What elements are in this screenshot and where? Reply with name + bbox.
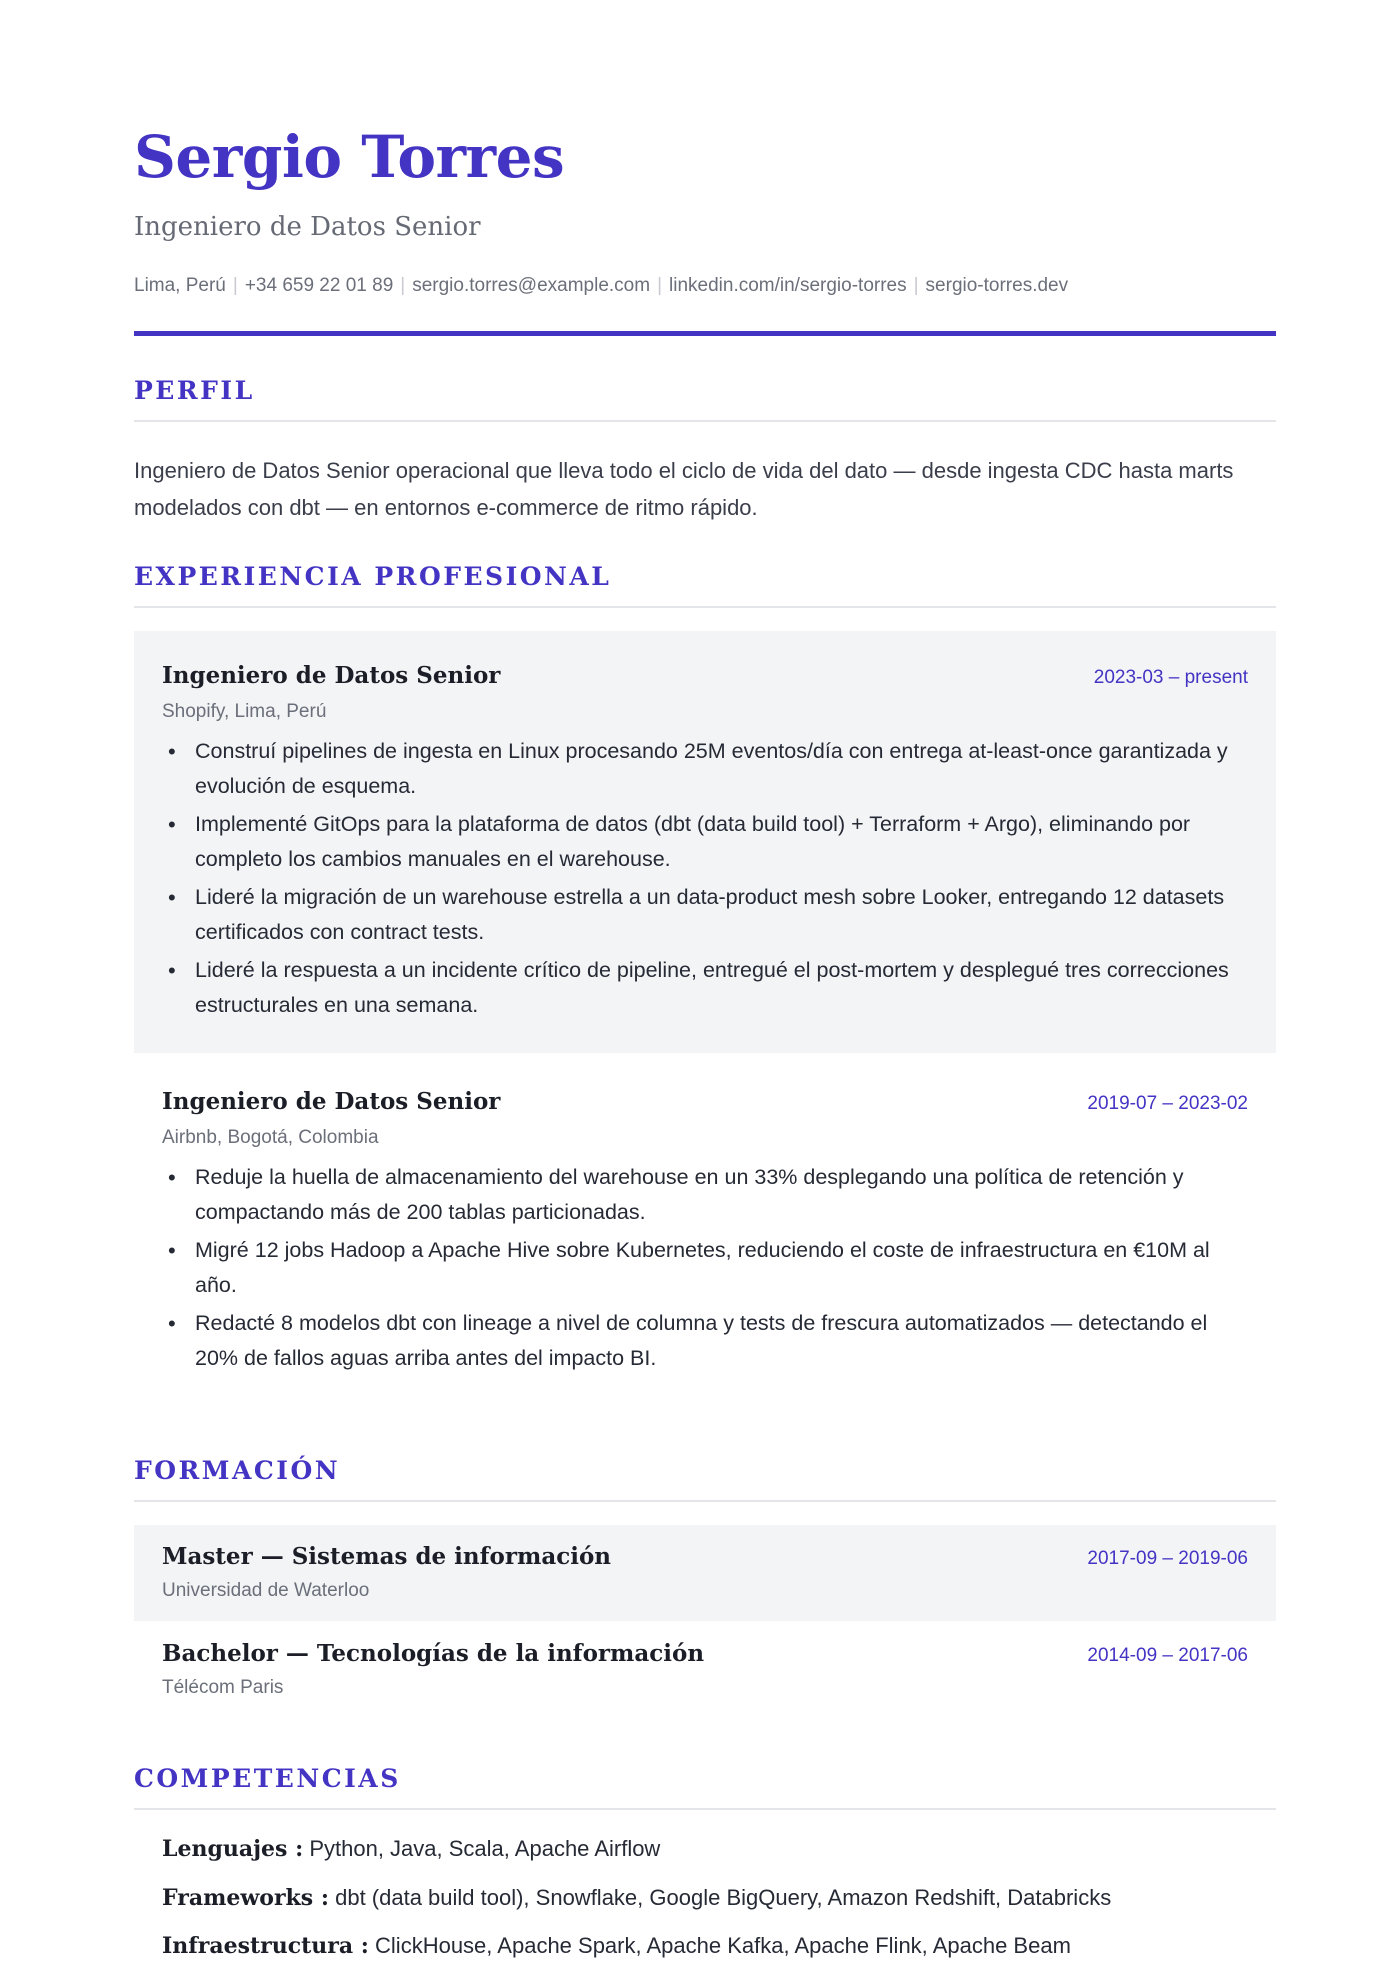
job-company: Shopify, Lima, Perú [162,701,327,722]
contact-website[interactable]: sergio-torres.dev [925,275,1069,296]
job-role: Ingeniero de Datos Senior [162,1088,501,1115]
education-school: Télécom Paris [162,1677,284,1698]
section-divider [134,420,1276,422]
skill-values: Python, Java, Scala, Apache Airflow [309,1836,661,1861]
education-school: Universidad de Waterloo [162,1580,370,1601]
section-heading-education: FORMACIÓN [134,1456,341,1485]
skill-values: dbt (data build tool), Snowflake, Google BigQuery, Amazon Redshift, Databricks [335,1885,1112,1910]
contact-location: Lima, Perú [134,275,226,296]
contact-separator: | [913,275,919,296]
contact-separator: | [657,275,663,296]
section-divider [134,606,1276,608]
skill-row-languages [162,1838,660,1860]
education-dates: 2017-09 – 2019-06 [1087,1548,1248,1569]
job-role: Ingeniero de Datos Senior [162,662,501,689]
skill-row-frameworks [162,1887,1111,1909]
education-entry [134,1621,1276,1717]
achievement-item: • Lideré la respuesta a un incidente crítico de pipeline, entregué el post-mortem y desplegué tres correcciones estructurales en una semana. [162,953,1248,1023]
contact-email[interactable]: sergio.torres@example.com [412,275,651,296]
education-entry [134,1525,1276,1621]
achievement-item: • Reduje la huella de almacenamiento del warehouse en un 33% desplegando una política de retención y compactando más de 200 tablas particionadas. [162,1160,1248,1230]
section-heading-experience: EXPERIENCIA PROFESIONAL [134,562,612,591]
job-achievements [162,1160,1248,1379]
achievement-item: • Migré 12 jobs Hadoop a Apache Hive sobre Kubernetes, reduciendo el coste de infraestructura en €10M al año. [162,1233,1248,1303]
education-degree: Master — Sistemas de información [162,1543,612,1570]
skill-values: ClickHouse, Apache Spark, Apache Kafka, Apache Flink, Apache Beam [375,1933,1071,1958]
skill-label: Lenguajes : [162,1836,304,1862]
education-dates: 2014-09 – 2017-06 [1087,1645,1248,1666]
contact-phone: +34 659 22 01 89 [244,275,394,296]
candidate-title: Ingeniero de Datos Senior [134,212,481,242]
skill-label: Frameworks : [162,1885,329,1911]
contact-separator: | [400,275,406,296]
experience-entry [134,1053,1276,1383]
achievement-item: • Construí pipelines de ingesta en Linux procesando 25M eventos/día con entrega at-least-once garantizada y evolución de esquema. [162,734,1248,804]
contact-linkedin[interactable]: linkedin.com/in/sergio-torres [669,275,907,296]
section-heading-skills: COMPETENCIAS [134,1764,401,1793]
job-achievements [162,734,1248,1026]
contact-separator: | [232,275,238,296]
achievement-item: • Implementé GitOps para la plataforma de datos (dbt (data build tool) + Terraform + Argo), eliminando por completo los cambios manuales en el warehouse. [162,807,1248,877]
skill-label: Infraestructura : [162,1933,369,1959]
section-divider [134,1500,1276,1502]
contact-line [134,276,1068,295]
achievement-item: • Redacté 8 modelos dbt con lineage a nivel de columna y tests de frescura automatizados — detectando el 20% de fallos aguas arriba antes del impacto BI. [162,1306,1248,1376]
job-dates: 2023-03 – present [1093,667,1248,688]
experience-entry [134,631,1276,1053]
section-divider [134,1808,1276,1810]
achievement-item: • Lideré la migración de un warehouse estrella a un data-product mesh sobre Looker, entregando 12 datasets certificados con contract tests. [162,880,1248,950]
job-dates: 2019-07 – 2023-02 [1087,1093,1248,1114]
skill-row-infrastructure [162,1935,1071,1957]
candidate-name: Sergio Torres [134,123,565,191]
header-divider [134,331,1276,336]
education-degree: Bachelor — Tecnologías de la información [162,1640,705,1667]
profile-summary: Ingeniero de Datos Senior operacional que lleva todo el ciclo de vida del dato — desde ingesta CDC hasta marts modelados con dbt — en entornos e-commerce de ritmo rápido. [134,458,1234,520]
job-company: Airbnb, Bogotá, Colombia [162,1127,379,1148]
section-heading-profile: PERFIL [134,376,255,405]
